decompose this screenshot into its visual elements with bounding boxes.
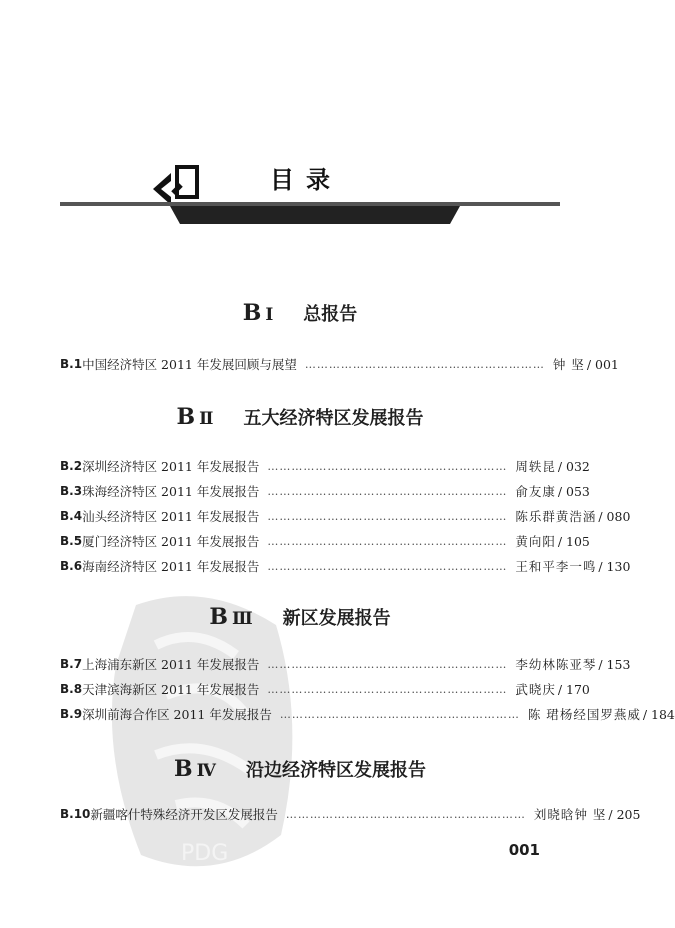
entry-leader: ……………………………………………………: [267, 509, 508, 523]
entry-title: 天津滨海新区 2011 年发展报告: [82, 682, 260, 697]
entry-author: 陈 珺: [527, 707, 560, 722]
section-title: 总报告: [303, 304, 358, 325]
section-header: [0, 404, 600, 430]
toc-entry[interactable]: [60, 654, 631, 674]
entry-leader: ……………………………………………………: [267, 682, 508, 696]
section-title: 沿边经济特区发展报告: [245, 760, 426, 781]
section-mark: B Ⅰ: [242, 300, 274, 326]
entry-title: 深圳经济特区 2011 年发展报告: [82, 459, 260, 474]
toc-entry[interactable]: [60, 456, 590, 476]
section-mark: B Ⅱ: [176, 404, 214, 430]
entry-leader: ……………………………………………………: [285, 807, 526, 821]
toc-entry[interactable]: [60, 481, 590, 501]
entry-leader: ……………………………………………………: [267, 484, 508, 498]
entry-author: 俞友康: [515, 484, 556, 499]
toc-entry[interactable]: [60, 506, 631, 526]
entry-author: 周轶昆: [515, 459, 556, 474]
page-title: 目录: [270, 166, 342, 194]
entry-leader: ……………………………………………………: [279, 707, 520, 721]
entry-title: 中国经济特区 2011 年发展回顾与展望: [82, 357, 297, 372]
entry-title: 汕头经济特区 2011 年发展报告: [82, 509, 260, 524]
entry-number: B.6: [60, 559, 83, 573]
header-divider: [60, 198, 560, 226]
entry-number: B.8: [60, 682, 83, 696]
entry-leader: ……………………………………………………: [304, 357, 545, 371]
toc-entry[interactable]: [60, 704, 675, 724]
entry-author: 钟 坚: [552, 357, 585, 372]
toc-entry[interactable]: [60, 354, 619, 374]
entry-title: 厦门经济特区 2011 年发展报告: [82, 534, 260, 549]
toc-entry[interactable]: [60, 679, 590, 699]
entry-author: 罗燕威: [600, 707, 641, 722]
entry-number: B.1: [60, 357, 83, 371]
entry-page: / 205: [608, 806, 641, 822]
watermark-text: PDG: [181, 841, 229, 866]
entry-number: B.5: [60, 534, 83, 548]
section-header: [0, 604, 600, 630]
entry-author: 武晓庆: [515, 682, 556, 697]
entry-author: 黄浩涵: [555, 509, 597, 524]
entry-title: 深圳前海合作区 2011 年发展报告: [82, 707, 272, 722]
entry-number: B.3: [60, 484, 83, 498]
toc-entry[interactable]: [60, 531, 590, 551]
entry-author: 李一鸣: [555, 559, 597, 574]
entry-number: B.10: [60, 807, 91, 821]
entry-leader: ……………………………………………………: [267, 657, 508, 671]
entry-page: / 001: [586, 356, 619, 372]
page-number: 001: [508, 841, 540, 859]
entry-number: B.9: [60, 707, 83, 721]
section-mark: B Ⅲ: [209, 604, 253, 630]
toc-entry[interactable]: [60, 556, 631, 576]
section-header: [0, 300, 600, 326]
entry-author: 刘晓晗: [533, 807, 575, 822]
entry-page: / 080: [598, 508, 631, 524]
section-title: 五大经济特区发展报告: [243, 408, 424, 429]
toc-entry[interactable]: [60, 804, 641, 824]
watermark-seal: [96, 585, 306, 885]
entry-leader: ……………………………………………………: [267, 459, 508, 473]
entry-number: B.4: [60, 509, 83, 523]
entry-author: 李幼林: [515, 657, 556, 672]
entry-title: 海南经济特区 2011 年发展报告: [82, 559, 260, 574]
section-mark: B Ⅳ: [174, 756, 216, 782]
section-header: [0, 756, 600, 782]
entry-author: 钟 坚: [574, 807, 607, 822]
entry-author: 陈乐群: [515, 509, 556, 524]
entry-number: B.7: [60, 657, 83, 671]
entry-title: 珠海经济特区 2011 年发展报告: [82, 484, 260, 499]
entry-author: 陈亚琴: [555, 657, 597, 672]
entry-leader: ……………………………………………………: [267, 534, 508, 548]
entry-page: / 153: [598, 656, 631, 672]
entry-author: 黄向阳: [515, 534, 556, 549]
entry-page: / 053: [557, 483, 590, 499]
section-title: 新区发展报告: [282, 608, 391, 629]
entry-author: 杨经国: [559, 707, 601, 722]
entry-number: B.2: [60, 459, 83, 473]
entry-leader: ……………………………………………………: [267, 559, 508, 573]
entry-page: / 130: [598, 558, 631, 574]
entry-title: 新疆喀什特殊经济开发区发展报告: [90, 807, 278, 822]
entry-author: 王和平: [515, 559, 556, 574]
entry-page: / 105: [557, 533, 590, 549]
entry-page: / 170: [557, 681, 590, 697]
entry-page: / 184: [642, 706, 675, 722]
entry-page: / 032: [557, 458, 590, 474]
entry-title: 上海浦东新区 2011 年发展报告: [82, 657, 260, 672]
